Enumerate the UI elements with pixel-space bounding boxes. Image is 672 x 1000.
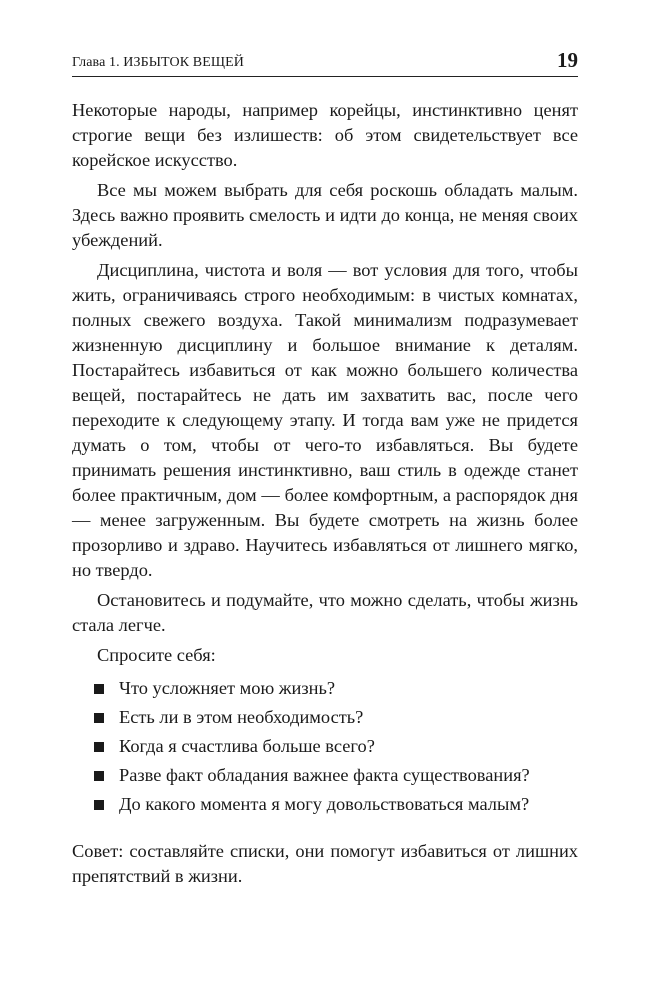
list-item-text: Есть ли в этом необходимость? xyxy=(119,707,364,727)
square-bullet-icon xyxy=(94,800,104,810)
list-item xyxy=(72,763,578,792)
list-item-text: Когда я счастлива больше всего? xyxy=(119,736,375,756)
list-item xyxy=(72,705,578,734)
advice-paragraph: Совет: составляйте списки, они помогут избавиться от лишних препятствий в жизни. xyxy=(72,841,578,886)
list-item-text: До какого момента я могу довольствоваться малым? xyxy=(119,794,530,814)
paragraph: Остановитесь и подумайте, что можно сделать, чтобы жизнь стала легче. xyxy=(72,590,578,635)
running-head: Глава 1. ИЗБЫТОК ВЕЩЕЙ xyxy=(72,55,244,70)
square-bullet-icon xyxy=(94,713,104,723)
paragraph: Некоторые народы, например корейцы, инстинктивно ценят строгие вещи без излишеств: об этом свидетельствует все корейское искусство. xyxy=(72,100,578,170)
question-list xyxy=(72,676,578,821)
paragraph: Дисциплина, чистота и воля — вот условия для того, чтобы жить, ограничиваясь строго необходимым: в чистых комнатах, полных свежего воздуха. Такой минимализм подразумевает жизненную дисциплину и большое внимание к деталям. Постарайтесь избавиться от как можно большего количества вещей, постарайтесь не дать им захватить вас, после чего переходите к следующему этапу. И тогда вам уже не придется думать о том, чтобы от чего-то избавляться. Вы будете принимать решения инстинктивно, ваш стиль в одежде станет более практичным, дом — более комфортным, а распорядок дня — менее загруженным. Вы будете смотреть на жизнь более прозорливо и здраво. Научитесь избавляться от лишнего мягко, но твердо. xyxy=(72,260,578,580)
list-item xyxy=(72,676,578,705)
list-item-text: Разве факт обладания важнее факта существования? xyxy=(119,765,530,785)
list-item xyxy=(72,734,578,763)
square-bullet-icon xyxy=(94,742,104,752)
page-header xyxy=(72,50,578,77)
page-number: 19 xyxy=(557,48,578,72)
square-bullet-icon xyxy=(94,771,104,781)
questions-intro: Спросите себя: xyxy=(97,645,216,665)
list-item-text: Что усложняет мою жизнь? xyxy=(119,678,335,698)
square-bullet-icon xyxy=(94,684,104,694)
paragraph: Все мы можем выбрать для себя роскошь обладать малым. Здесь важно проявить смелость и идти до конца, не меняя своих убеждений. xyxy=(72,180,578,250)
list-item xyxy=(72,792,578,821)
body-text xyxy=(72,98,578,894)
